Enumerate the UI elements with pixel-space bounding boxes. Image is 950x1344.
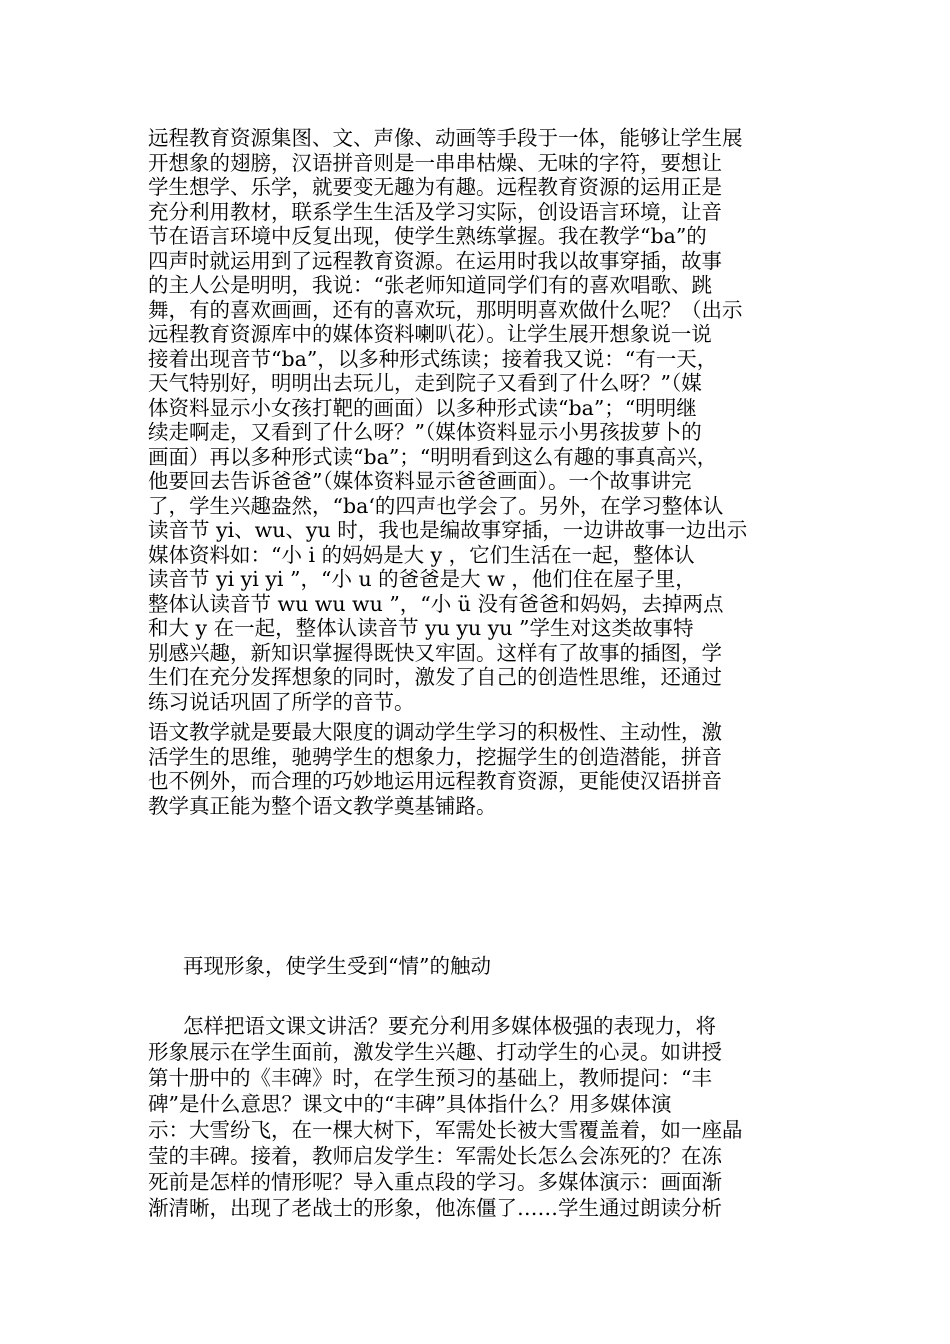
- text-line: 生们在充分发挥想象的同时，激发了自己的创造性思维，还通过: [148, 665, 722, 689]
- text-line: 了，学生兴趣盎然，“ba‘的四声也学会了。另外，在学习整体认: [148, 493, 724, 518]
- text-line: 充分利用教材，联系学生生活及学习实际，创设语言环境，让音: [148, 199, 722, 224]
- text-line: 节在语言环境中反复出现，使学生熟练掌握。我在教学“ba”的: [148, 224, 707, 248]
- text-line: 他要回去告诉爸爸”（媒体资料显示爸爸画面）。一个故事讲完: [148, 469, 692, 493]
- text-line: 读音节 yi yi yi ”，“小 u 的爸爸是大 w ，他们住在屋子里，: [148, 567, 696, 591]
- text-line: 四声时就运用到了远程教育资源。在运用时我以故事穿插，故事: [148, 248, 722, 273]
- text-line: 别感兴趣，新知识掌握得既快又牢固。这样有了故事的插图，学: [148, 640, 722, 665]
- text-line: 媒体资料如：“小 i 的妈妈是大 y ，它们生活在一起，整体认: [148, 542, 695, 567]
- text-line: 天气特别好，明明出去玩儿，走到院子又看到了什么呀？”（媒: [148, 371, 702, 395]
- text-line: 和大 y 在一起，整体认读音节 yu yu yu ”学生对这类故事特: [148, 616, 694, 640]
- text-line: 也不例外，而合理的巧妙地运用远程教育资源，更能使汉语拼音: [148, 769, 722, 793]
- text-line: 碑”是什么意思？课文中的“丰碑”具体指什么？用多媒体演: [148, 1092, 672, 1116]
- paragraph-feng-bei-lesson: [148, 1013, 818, 1221]
- text-line: 练习说话巩固了所学的音节。: [148, 689, 415, 714]
- section-heading: [183, 953, 853, 979]
- text-line: 形象展示在学生面前，激发学生兴趣、打动学生的心灵。如讲授: [148, 1040, 722, 1064]
- text-line: 舞，有的喜欢画画，还有的喜欢玩，那明明喜欢做什么呢？（出示: [148, 297, 743, 322]
- text-line: 莹的丰碑。接着，教师启发学生：军需处长怎么会冻死的？在冻: [148, 1144, 722, 1168]
- text-line: 整体认读音节 wu wu wu ”，“小 ü 没有爸爸和妈妈，去掉两点: [148, 591, 724, 616]
- text-line: 示：大雪纷飞，在一棵大树下，军需处长被大雪覆盖着，如一座晶: [148, 1118, 743, 1142]
- text-line: 活学生的思维，驰骋学生的想象力，挖掘学生的创造潜能，拼音: [148, 744, 722, 769]
- paragraph-conclusion: [148, 720, 818, 818]
- text-line: 远程教育资源库中的媒体资料喇叭花）。让学生展开想象说一说: [148, 322, 712, 346]
- text-line: 的主人公是明明，我说：“张老师知道同学们有的喜欢唱歌、跳: [148, 273, 712, 297]
- text-line: 远程教育资源集图、文、声像、动画等手段于一体，能够让学生展: [148, 126, 743, 150]
- heading-text: 再现形象，使学生受到“情”的触动: [183, 954, 491, 978]
- text-line: 渐清晰，出现了老战士的形象，他冻僵了……学生通过朗读分析: [148, 1196, 722, 1220]
- text-line: 死前是怎样的情形呢？导入重点段的学习。多媒体演示：画面渐: [148, 1170, 722, 1194]
- text-line: 接着出现音节“ba”，以多种形式练读；接着我又说：“有一天，: [148, 346, 718, 371]
- text-line: 开想象的翅膀，汉语拼音则是一串串枯燥、无味的字符，要想让: [148, 150, 722, 175]
- text-line: 续走啊走，又看到了什么呀？”（媒体资料显示小男孩拔萝卜的: [148, 420, 702, 444]
- text-line: 怎样把语文课文讲活？要充分利用多媒体极强的表现力，将: [183, 1014, 716, 1038]
- text-line: 读音节 yi、wu、yu 时，我也是编故事穿插，一边讲故事一边出示: [148, 518, 748, 542]
- text-line: 语文教学就是要最大限度的调动学生学习的积极性、主动性，激: [148, 720, 722, 744]
- text-line: 学生想学、乐学，就要变无趣为有趣。远程教育资源的运用正是: [148, 175, 722, 199]
- text-line: 教学真正能为整个语文教学奠基铺路。: [148, 793, 497, 818]
- text-line: 画面）再以多种形式读“ba”；“明明看到这么有趣的事真高兴，: [148, 444, 718, 469]
- text-line: 第十册中的《丰碑》时，在学生预习的基础上，教师提问：“丰: [148, 1066, 712, 1090]
- text-line: 体资料显示小女孩打靶的画面）以多种形式读“ba”；“明明继: [148, 395, 697, 420]
- paragraph-remote-education-resources: [148, 126, 818, 714]
